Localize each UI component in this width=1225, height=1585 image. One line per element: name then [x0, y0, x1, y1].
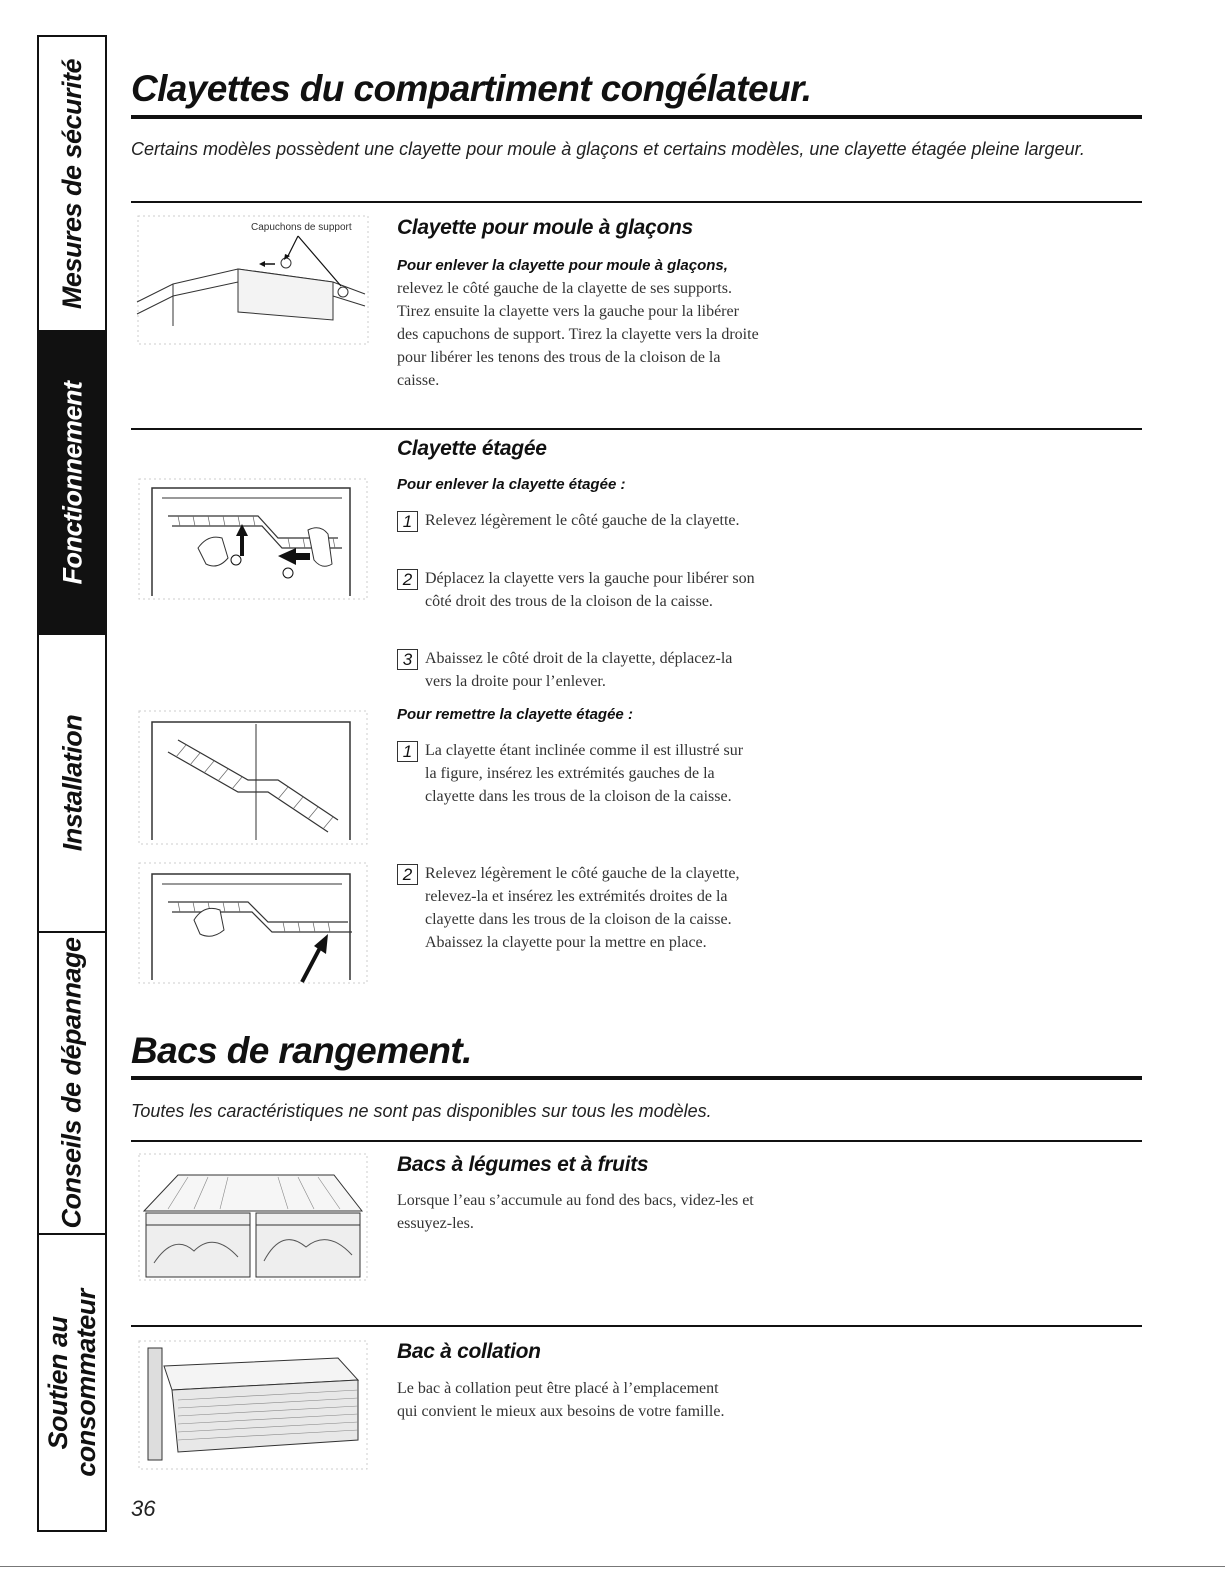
- ice-shelf-text: [397, 254, 762, 392]
- step-shelf-replace-illustration-2: [138, 862, 368, 984]
- replace-step-2: [397, 862, 757, 954]
- step-shelf-heading: Clayette étagée: [397, 437, 547, 460]
- tab-soutien-au-consommateur[interactable]: [39, 1235, 105, 1530]
- remove-step-shelf-heading: Pour enlever la clayette étagée :: [397, 476, 626, 493]
- tab-label: Conseils de dépannage: [57, 937, 88, 1229]
- tab-label: Installation: [57, 714, 88, 852]
- side-navigation-tabs: [37, 35, 107, 1532]
- ice-shelf-instructions: relevez le côté gauche de la clayette de ses supports. Tirez ensuite la clayette vers la gauche pour la libérer des capuchons de support. Tirez la clayette vers la droite pour libérer les tenons des trous de la cloison de la caisse.: [397, 280, 759, 389]
- step-number: 3: [397, 649, 418, 670]
- crisper-heading: Bacs à légumes et à fruits: [397, 1153, 649, 1176]
- figure-label: Capuchons de support: [251, 222, 352, 233]
- step-text: Abaissez le côté droit de la clayette, déplacez-la vers la droite pour l’enlever.: [425, 650, 733, 690]
- snack-pan-illustration: [138, 1340, 368, 1470]
- remove-step-2: [397, 567, 757, 613]
- tab-label: Soutien au consommateur: [43, 1288, 101, 1477]
- step-text: Relevez légèrement le côté gauche de la clayette, relevez-la et insérez les extrémités droites de la clayette dans les trous de la cloison de la caisse. Abaissez la clayette pour la mettre en place.: [425, 865, 740, 951]
- bottom-rule: [0, 1566, 1225, 1567]
- title-rule: [131, 115, 1142, 119]
- step-number: 1: [397, 741, 418, 762]
- page-number: 36: [131, 1496, 156, 1521]
- tab-installation[interactable]: [39, 635, 105, 933]
- step-shelf-removal-illustration: [138, 478, 368, 600]
- tab-mesures-de-securite[interactable]: [39, 37, 105, 332]
- ice-shelf-heading: Clayette pour moule à glaçons: [397, 216, 693, 239]
- remove-step-3: [397, 647, 757, 693]
- divider: [131, 428, 1142, 430]
- remove-step-1: [397, 509, 757, 532]
- step-text: Relevez légèrement le côté gauche de la clayette.: [425, 512, 740, 529]
- ice-mold-shelf-illustration: [133, 214, 373, 349]
- tab-fonctionnement[interactable]: [39, 332, 105, 635]
- divider: [131, 1325, 1142, 1327]
- step-number: 2: [397, 569, 418, 590]
- step-text: Déplacez la clayette vers la gauche pour libérer son côté droit des trous de la cloison de la caisse.: [425, 570, 755, 610]
- snack-pan-text: Le bac à collation peut être placé à l’emplacement qui convient le mieux aux besoins de votre famille.: [397, 1380, 725, 1420]
- crisper-drawers-illustration: [138, 1153, 368, 1281]
- crisper-text: Lorsque l’eau s’accumule au fond des bacs, videz-les et essuyez-les.: [397, 1192, 754, 1232]
- ice-shelf-lead: Pour enlever la clayette pour moule à glaçons,: [397, 257, 728, 274]
- section-title: Clayettes du compartiment congélateur.: [131, 68, 812, 109]
- step-text: La clayette étant inclinée comme il est illustré sur la figure, insérez les extrémités gauches de la clayette dans les trous de la cloison de la caisse.: [425, 742, 744, 805]
- tab-conseils-de-depannage[interactable]: [39, 933, 105, 1235]
- title-rule: [131, 1076, 1142, 1080]
- divider: [131, 1140, 1142, 1142]
- divider: [131, 201, 1142, 203]
- snack-pan-heading: Bac à collation: [397, 1340, 541, 1363]
- step-number: 1: [397, 511, 418, 532]
- replace-step-1: [397, 739, 757, 808]
- tab-label: Fonctionnement: [57, 381, 87, 584]
- section-intro: Certains modèles possèdent une clayette pour moule à glaçons et certains modèles, une clayette étagée pleine largeur.: [131, 139, 1085, 159]
- step-shelf-replace-illustration-1: [138, 710, 368, 845]
- section-title: Bacs de rangement.: [131, 1030, 472, 1071]
- step-number: 2: [397, 864, 418, 885]
- tab-label: Mesures de sécurité: [57, 58, 87, 309]
- section-intro: Toutes les caractéristiques ne sont pas disponibles sur tous les modèles.: [131, 1101, 712, 1121]
- replace-step-shelf-heading: Pour remettre la clayette étagée :: [397, 706, 633, 723]
